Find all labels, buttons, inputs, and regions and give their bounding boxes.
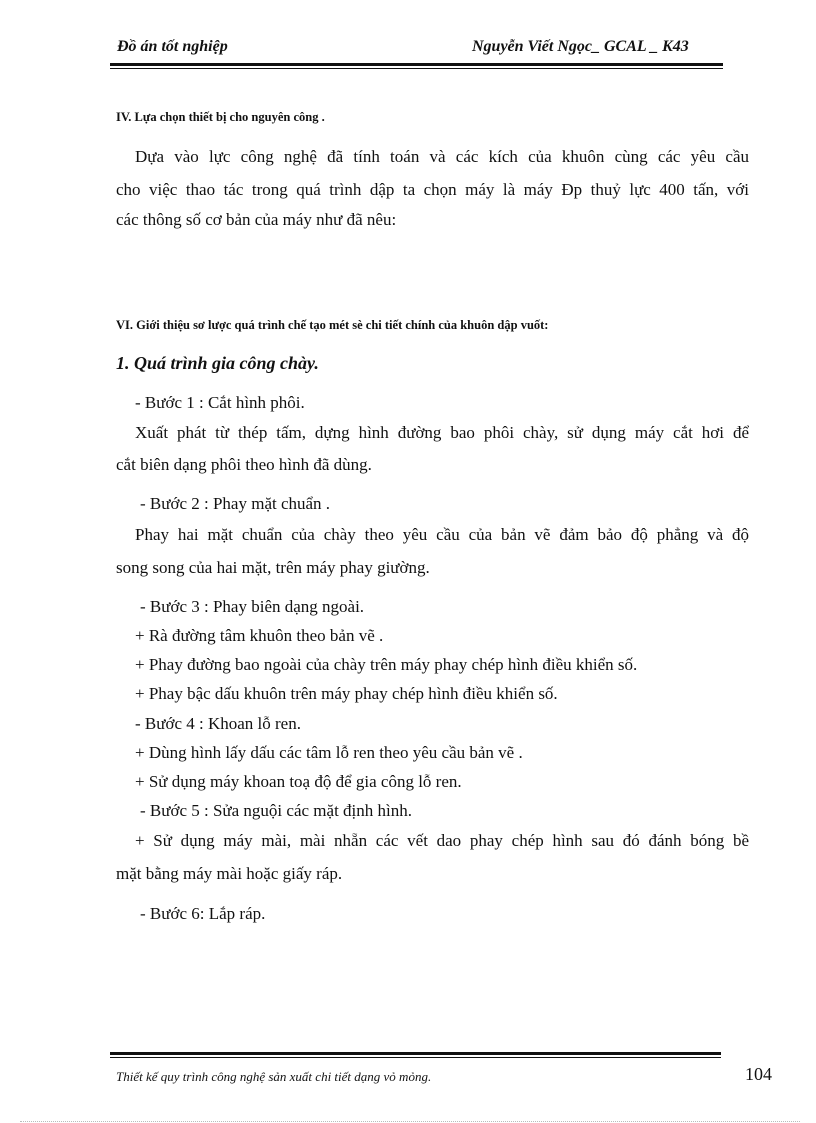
section-vi-heading: VI. Giới thiệu sơ lược quá trình chế tạo mét sè chi tiết chính của khuôn dập vuốt:: [116, 318, 549, 332]
section-iv-line-2: cho việc thao tác trong quá trình dập ta chọn máy là máy Đp thuỷ lực 400 tấn, với: [116, 180, 749, 199]
step1-line-1: Xuất phát từ thép tấm, dựng hình đường bao phôi chày, sử dụng máy cắt hơi để: [135, 423, 749, 442]
section-vi-subheading: 1. Quá trình gia công chày.: [116, 353, 319, 373]
step1-title: - Bước 1 : Cắt hình phôi.: [135, 393, 305, 412]
header-right: Nguyễn Viết Ngọc_ GCAL _ K43: [472, 38, 689, 55]
step5-title: - Bước 5 : Sửa nguội các mặt định hình.: [140, 801, 412, 820]
header-left: Đồ án tốt nghiệp: [117, 38, 228, 55]
step3-title: - Bước 3 : Phay biên dạng ngoài.: [140, 597, 365, 616]
footer-text: Thiết kế quy trình công nghệ sản xuất chi tiết dạng vỏ mỏng.: [116, 1069, 432, 1084]
step1-line-2: cắt biên dạng phôi theo hình đã dùng.: [116, 455, 372, 474]
step3-item-3: + Phay bậc dấu khuôn trên máy phay chép hình điều khiển số.: [135, 684, 558, 703]
section-iv-line-3: các thông số cơ bản của máy như đã nêu:: [116, 210, 397, 229]
step6-title: - Bước 6: Lắp ráp.: [140, 904, 266, 923]
header-rule: [110, 63, 723, 66]
step4-item-1: + Dùng hình lấy dấu các tâm lỗ ren theo yêu cầu bản vẽ .: [135, 743, 523, 762]
step3-item-1: + Rà đường tâm khuôn theo bản vẽ .: [135, 626, 384, 645]
step5-line-1: + Sử dụng máy mài, mài nhẵn các vết dao phay chép hình sau đó đánh bóng bề: [135, 831, 749, 850]
step4-title: - Bước 4 : Khoan lỗ ren.: [135, 714, 301, 733]
footer-rule: [110, 1052, 721, 1055]
step3-item-2: + Phay đường bao ngoài của chày trên máy phay chép hình điều khiển số.: [135, 655, 638, 674]
step2-title: - Bước 2 : Phay mặt chuẩn .: [140, 494, 331, 513]
step5-line-2: mặt bằng máy mài hoặc giấy ráp.: [116, 864, 343, 883]
footer-rule-thin: [110, 1057, 721, 1058]
page-number: 104: [745, 1064, 772, 1084]
header-rule-thin: [110, 68, 723, 69]
section-iv-heading: IV. Lựa chọn thiết bị cho nguyên công .: [116, 110, 325, 124]
section-iv-line-1: Dựa vào lực công nghệ đã tính toán và các kích của khuôn cùng các yêu cầu: [135, 147, 749, 166]
step2-line-2: song song của hai mặt, trên máy phay giường.: [116, 558, 430, 577]
step4-item-2: + Sử dụng máy khoan toạ độ để gia công lỗ ren.: [135, 772, 462, 791]
step2-line-1: Phay hai mặt chuẩn của chày theo yêu cầu của bản vẽ đảm bảo độ phẳng và độ: [135, 525, 749, 544]
page-edge-dotted-line: [20, 1121, 800, 1122]
